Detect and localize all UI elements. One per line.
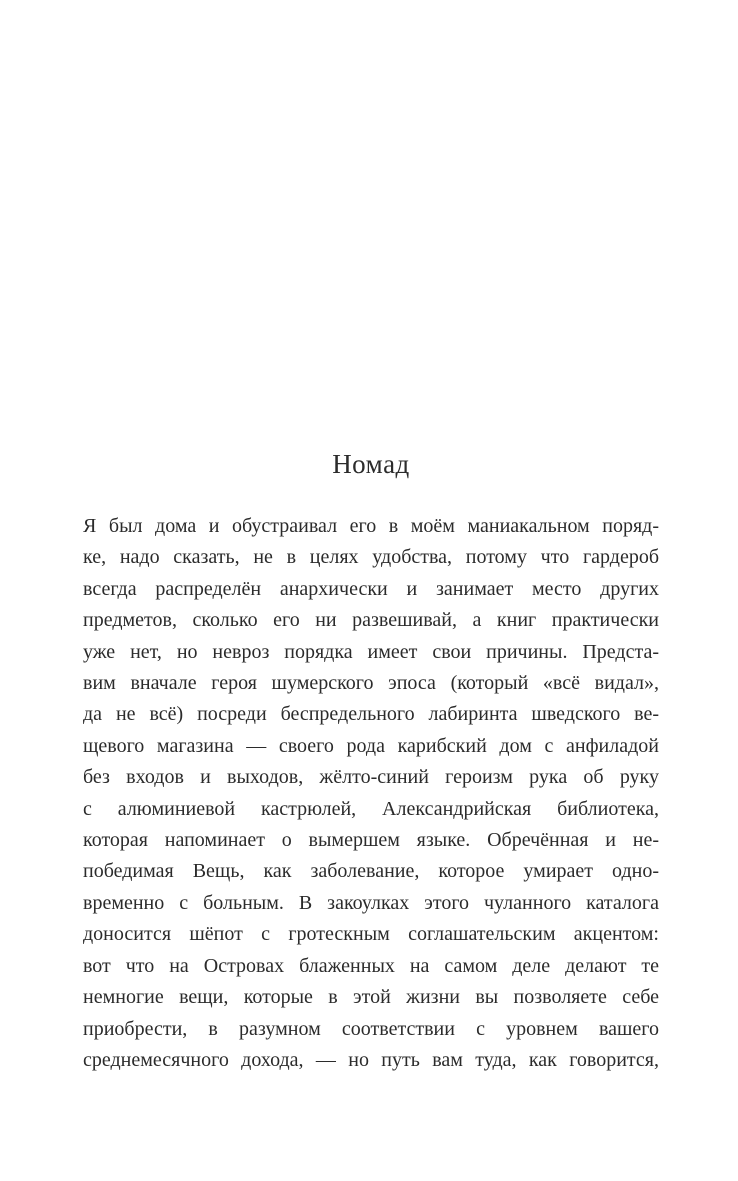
paragraph-line: уже нет, но невроз порядка имеет свои причины. Предста- (83, 640, 659, 663)
paragraph-line: без входов и выходов, жёлто-синий героизм рука об руку (83, 766, 659, 789)
paragraph-line: ке, надо сказать, не в целях удобства, потому что гардероб (83, 546, 659, 569)
body-paragraph (83, 511, 659, 1076)
paragraph-line: вим вначале героя шумерского эпоса (который «всё видал», (83, 672, 659, 695)
paragraph-line: среднемесячного дохода, — но путь вам туда, как говорится, (83, 1048, 659, 1071)
paragraph-line: всегда распределён анархически и занимает место других (83, 577, 659, 600)
paragraph-line: доносится шёпот с гротескным соглашательским акцентом: (83, 923, 659, 946)
chapter-title: Номад (332, 449, 410, 479)
paragraph-line: временно с больным. В закоулках этого чуланного каталога (83, 891, 659, 914)
paragraph-line: победимая Вещь, как заболевание, которое умирает одно- (83, 860, 659, 883)
paragraph-line: которая напоминает о вымершем языке. Обречённая и не- (83, 829, 659, 852)
paragraph-line: Я был дома и обустраивал его в моём маниакальном поряд- (83, 515, 659, 537)
paragraph-line: приобрести, в разумном соответствии с уровнем вашего (83, 1017, 659, 1040)
paragraph-line: да не всё) посреди беспредельного лабиринта шведского ве- (83, 703, 659, 726)
paragraph-line: немногие вещи, которые в этой жизни вы позволяете себе (83, 986, 659, 1009)
paragraph-line: вот что на Островах блаженных на самом деле делают те (83, 954, 659, 977)
paragraph-line: предметов, сколько его ни развешивай, а книг практически (83, 609, 659, 632)
paragraph-line: с алюминиевой кастрюлей, Александрийская библиотека, (83, 797, 659, 820)
text-column (83, 449, 659, 1076)
paragraph-line: щевого магазина — своего рода карибский дом с анфиладой (83, 734, 659, 757)
